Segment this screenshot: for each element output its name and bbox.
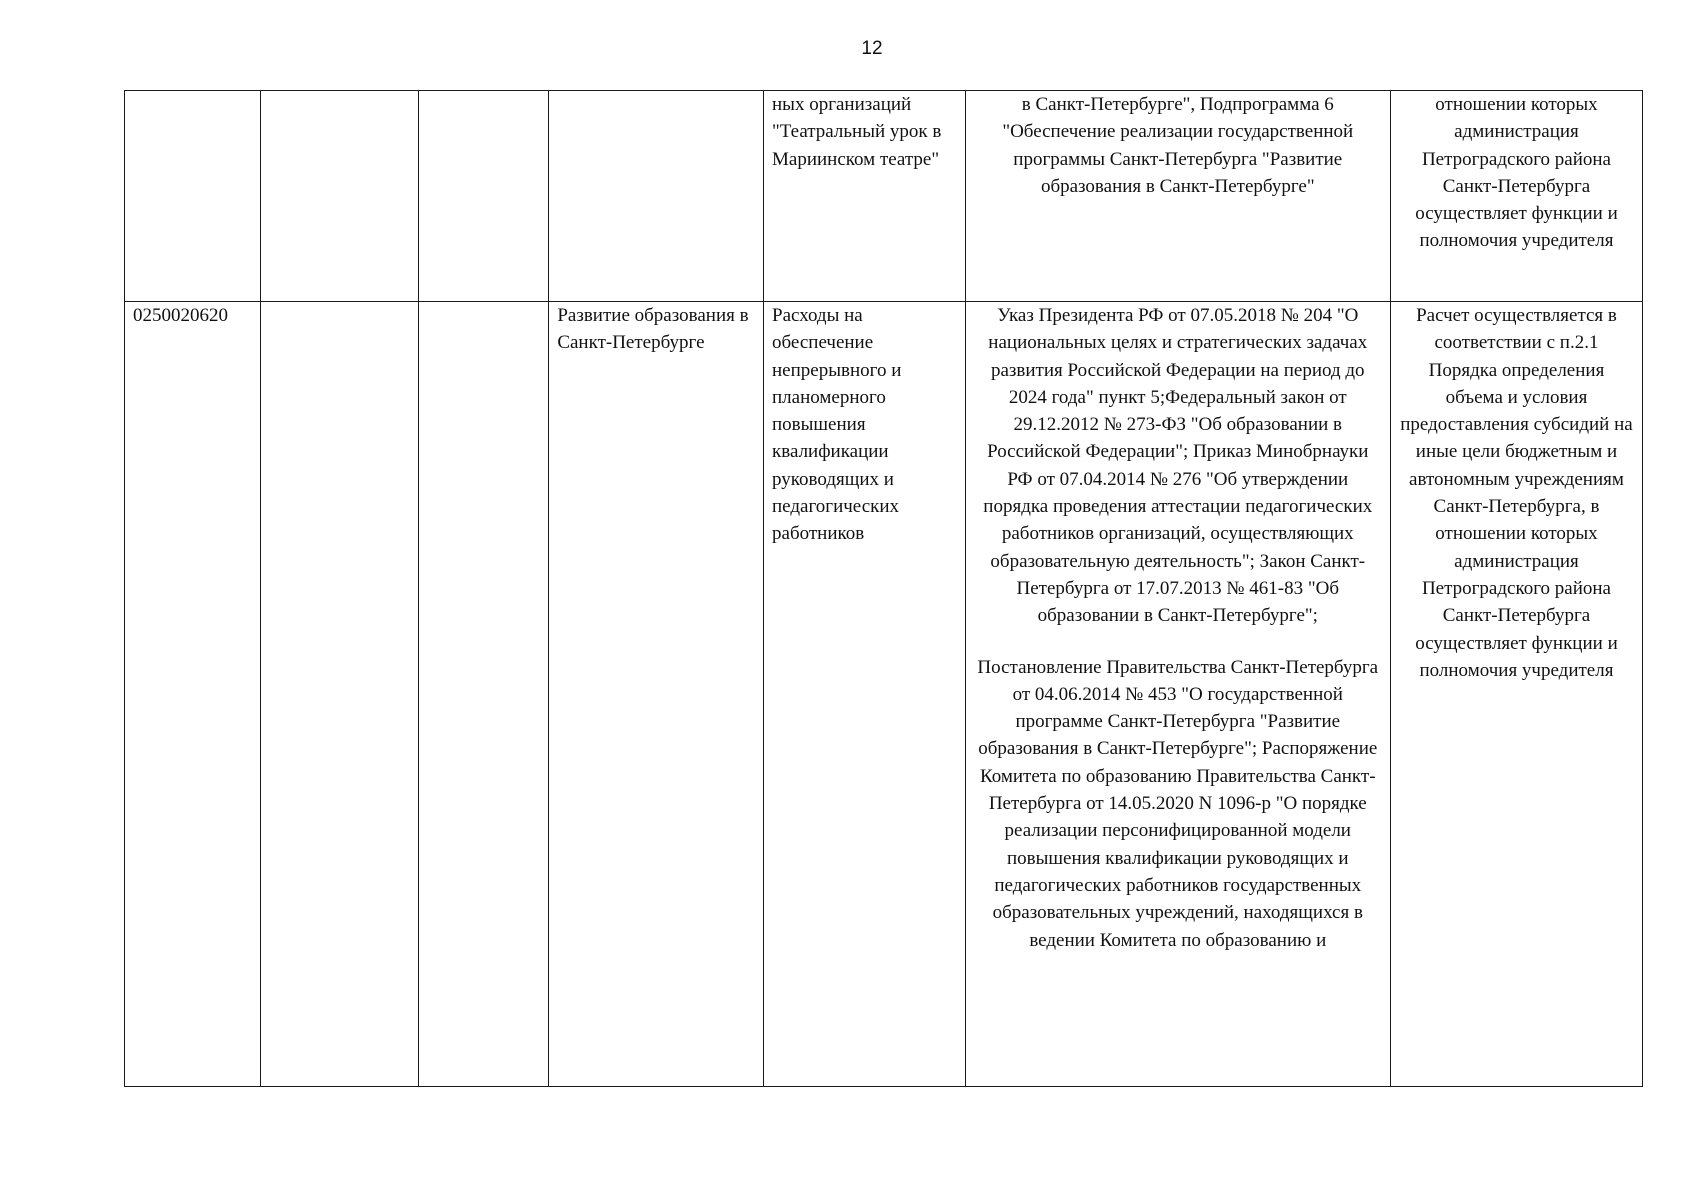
cell-expense: ных организаций "Театральный урок в Мариинском театре": [764, 91, 966, 302]
cell-col2: [261, 91, 419, 302]
legal-basis-paragraph: Указ Президента РФ от 07.05.2018 № 204 "О национальных целях и стратегических задачах развития Российской Федерации на период до 2024 года" пункт 5;Федеральный закон от 29.12.2012 № 273-ФЗ "Об образовании в Российской Федерации"; Приказ Минобрнауки РФ от 07.04.2014 № 276 "Об утверждении порядка проведения аттестации педагогических работников организаций, осуществляющих образовательную деятельность"; Закон Санкт-Петербурга от 17.07.2013 № 461-83 "Об образовании в Санкт-Петербурге";: [983, 305, 1373, 627]
cell-code: [125, 91, 261, 302]
cell-col3: [419, 302, 549, 1087]
cell-code: 0250020620: [125, 302, 261, 1087]
cell-program: [549, 91, 764, 302]
budget-table: [124, 90, 1643, 1087]
cell-program: Развитие образования в Санкт-Петербурге: [549, 302, 764, 1087]
cell-legal-basis: [965, 302, 1390, 1087]
cell-col2: [261, 302, 419, 1087]
table-row: [125, 91, 1643, 302]
cell-calculation: отношении которых администрация Петроградского района Санкт-Петербурга осуществляет функции и полномочия учредителя: [1390, 91, 1642, 302]
cell-calculation: Расчет осуществляется в соответствии с п.2.1 Порядка определения объема и условия предоставления субсидий на иные цели бюджетным и автономным учреждениям Санкт-Петербурга, в отношении которых администрация Петроградского района Санкт-Петербурга осуществляет функции и полномочия учредителя: [1390, 302, 1642, 1087]
legal-basis-paragraph: Постановление Правительства Санкт-Петербурга от 04.06.2014 № 453 "О государственной программе Санкт-Петербурга "Развитие образования в Санкт-Петербурге"; Распоряжение Комитета по образованию Правительства Санкт-Петербурга от 14.05.2020 N 1096-р "О порядке реализации персонифицированной модели повышения квалификации руководящих и педагогических работников государственных образовательных учреждений, находящихся в ведении Комитета по образованию и: [977, 656, 1379, 951]
page-number: 12: [861, 38, 883, 59]
table-row: [125, 302, 1643, 1087]
cell-expense: Расходы на обеспечение непрерывного и планомерного повышения квалификации руководящих и педагогических работников: [764, 302, 966, 1087]
cell-col3: [419, 91, 549, 302]
legal-basis-paragraph: в Санкт-Петербурге", Подпрограмма 6 "Обеспечение реализации государственной программы Санкт-Петербурга "Развитие образования в Санкт-Петербурге": [1002, 94, 1354, 197]
cell-legal-basis: [965, 91, 1390, 302]
